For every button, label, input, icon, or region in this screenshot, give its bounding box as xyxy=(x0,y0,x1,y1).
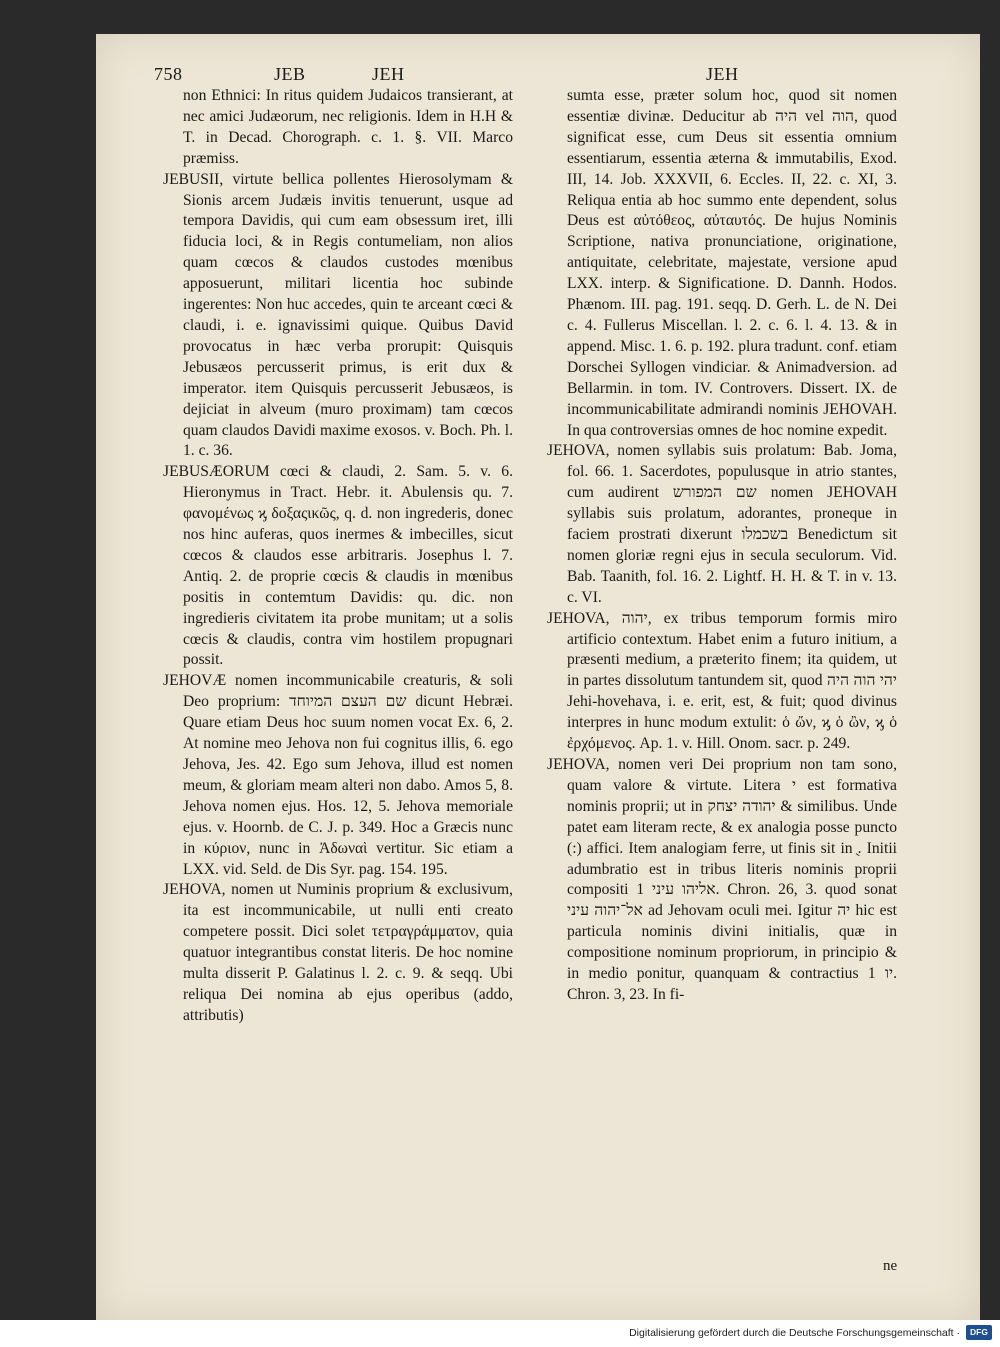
right-continuation: sumta esse, præter solum hoc, quod sit nomen essentiæ divinæ. Deducitur ab היה vel הוה, quod significat esse, cum Deus sit essentia omnium essentiarum, essentia æterna & immutabilis, Exod. III, 14. Job. XXXVII, 6. Eccles. II, 22. c. XI, 3. Reliqua entia ab hoc summo ente dependent, solus Deus est αὐτόθεος, αὐταυτός. De hujus Nominis Scriptione, nativa pronunciatione, originatione, antiquitate, celebritate, majestate, versione apud LXX. interp. & Significatione. D. Dannh. Hodos. Phænom. III. pag. 191. seqq. D. Gerh. L. de N. Dei c. 4. Fullerus Miscellan. l. 2. c. 6. l. 4. 13. & in append. Misc. 1. 6. p. 192. plura tradunt. conf. etiam Dorschei Syllogen vindiciar. & Animadversion. ad Bellarmin. in tom. IV. Controvers. Dissert. IX. de incommunicabilitate admirandi nominis JEHOVAH. In qua controversias omnes de hoc nomine expedit. xyxy=(567,87,897,439)
entry-jehova-1: JEHOVA, nomen ut Numinis proprium & exclusivum, ita est incommunicabile, ut nulli enti creato competere possit. Dici solet τετραγράμματον, quia quatuor integrantibus constat literis. De hoc nomine multa disserit P. Galatinus l. 2. c. 9. & seqq. Ubi reliqua Dei nomina ab ejus operibus (addo, attributis) xyxy=(163,881,513,1024)
entry-jebusii: JEBUSII, virtute bellica pollentes Hierosolymam & Sionis arcem Judæis invitis tenuerunt, usque ad tempora Davidis, qui cum eam obsessum iret, illi fiducia loci, & in Regis contumeliam, non alios quam cœcos & claudos custodes mœnibus apposuerunt, militari licentia hoc subinde ingerentes: Non huc accedes, quin te arceant cœci & claudi, i. e. ignavissimi quique. Quibus David provocatus in hæc verba prorupit: Quisquis Jebusæos percusserit primus, is erit dux & imperator. item Quisquis percusserit Jebusæos, is dejiciat in alveum (muro proximam) tam cœcos quam claudos Davidi maxime exosos. v. Boch. Ph. l. 1. c. 36. xyxy=(163,170,513,460)
page-number: 758 xyxy=(154,64,183,84)
left-column xyxy=(163,86,513,1027)
running-head-right: JEH xyxy=(706,64,739,84)
entry-jebusaeorum: JEBUSÆORUM cœci & claudi, 2. Sam. 5. v. 6. Hieronymus in Tract. Hebr. it. Abulensis qu. 7. φανομένως ϗ δοξαςικῶς, q. d. non ingrederis, donec nos hinc auferas, quos inermes & imbecilles, sicut cœcos & claudos esse arbitraris. Josephus l. 7. Antiq. 2. de proprie cœcis & claudis in mœnibus positis in contemtum Davidis: qu. dic. non ingredieris civitatem ita probe munitam; ut a solis cœcis & claudis, contra vim hostilem propugnari possit. xyxy=(163,463,513,669)
running-head-left-1: JEB xyxy=(274,64,306,84)
right-column xyxy=(547,86,897,1006)
entry-jehova-3: JEHOVA, יהוה, ex tribus temporum formis miro artificio contextum. Habet enim a futuro initium, a præsenti medium, a præterito finem; ita quidem, ut in partes dissolutum tantundem sit, quod יהי הוה היה Jehi-hovehava, i. e. erit, est, & fuit; quod divinus interpres in hunc modum extulit: ὁ ὤν, ϗ ὁ ὢν, ϗ ὁ ἐρχόμενος. Ap. 1. v. Hill. Onom. sacr. p. 249. xyxy=(547,609,897,753)
running-head-left-2: JEH xyxy=(372,64,405,84)
book-page xyxy=(96,34,980,1320)
entry-jehovae: JEHOVÆ nomen incommunicabile creaturis, & soli Deo proprium: שם העצם המיוחד dicunt Hebræi. Quare etiam Deus hoc suum nomen vocat Ex. 6, 2. At nomine meo Jehova non fui cognitus illis, 6. ego Jehova, Jes. 42. Ego sum Jehova, illud est nomen meum, & gloriam meam alteri non dabo. Amos 5, 8. Jehova nomen ejus. Hos. 12, 5. Jehova memoriale ejus. v. Hoornb. de C. J. p. 349. Hoc a Græcis nunc in κύριον, nunc in Ἀδωναὶ vertitur. Sic etiam a LXX. vid. Seld. de Dis Syr. pag. 154. 195. xyxy=(163,672,513,878)
catchword: ne xyxy=(883,1258,898,1274)
entry-jehova-4: JEHOVA, nomen veri Dei proprium non tam sono, quam valore & virtute. Litera י est formativa nominis proprii; ut in יהודה יצחק & similibus. Unde patet eam literam recte, & ex analogia posse puncto (:) affici. Item analogiam ferre, ut finis sit in ֻ. Initii adumbratio est in tribus literis nominis proprii compositi אליהו עיני 1. Chron. 26, 3. quod sonat אל־יהוה עיני ad Jehovam oculi mei. Igitur יה hic est particula nominis divini initialis, quæ in compositione nominum propriorum, in principio & in medio ponitur, quanquam & contractius יו 1. Chron. 3, 23. In fi- xyxy=(547,756,897,1003)
footer-bar xyxy=(0,1320,1000,1347)
funding-note: Digitalisierung gefördert durch die Deutsche Forschungsgemeinschaft · xyxy=(629,1327,960,1339)
entry-jehova-2: JEHOVA, nomen syllabis suis prolatum: Bab. Joma, fol. 66. 1. Sacerdotes, populusque in atrio stantes, cum audirent שם המפורש nomen JEHOVAH syllabis suis prolatum, adorantes, proneque in faciem prostrati dixerunt בשכמלו Benedictum sit nomen gloriæ regni ejus in secula seculorum. Vid. Bab. Taanith, fol. 16. 2. Lightf. H. H. & T. in v. 13. c. VI. xyxy=(547,442,897,606)
dfg-logo: DFG xyxy=(966,1325,992,1340)
left-continuation: non Ethnici: In ritus quidem Judaicos transierant, at nec amici Judæorum, nec religionis. Idem in H.H & T. in Decad. Chorograph. c. 1. §. VII. Marco præmiss. xyxy=(183,87,513,167)
